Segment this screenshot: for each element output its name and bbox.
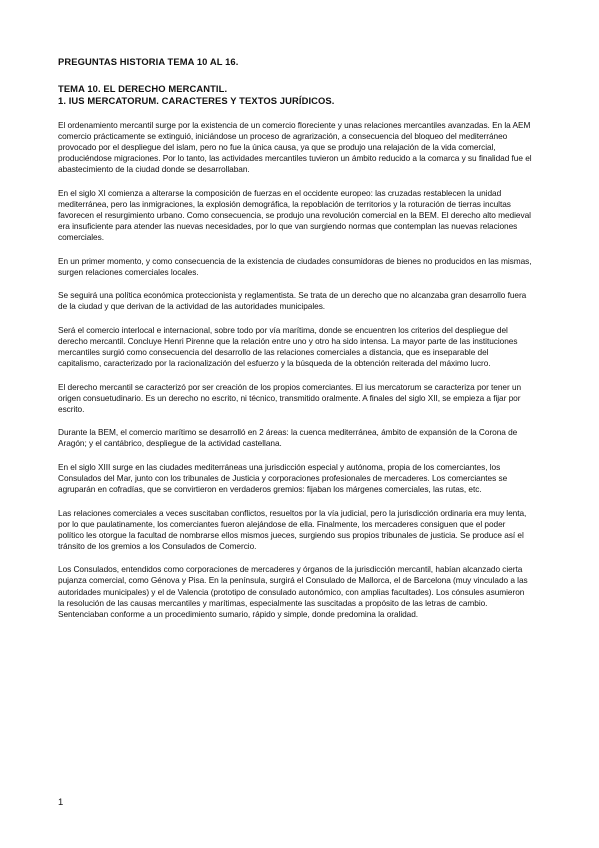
paragraph: Se seguirá una política económica proteccionista y reglamentista. Se trata de un derecho que no alcanzaba gran desarrollo fuera de la ciudad y que derivan de la actividad de las autoridades municipales. xyxy=(58,290,527,312)
page-content xyxy=(58,56,532,632)
paragraph: Será el comercio interlocal e internacional, sobre todo por vía marítima, donde se encuentren los criterios del despliegue del derecho mercantil. Concluye Henri Pirenne que la relación entre uno y otro ha sido intensa. La mayor parte de las instituciones mercantiles surgió como consecuencia del desarrollo de las relaciones comerciales a distancia, que es inseparable del capitalismo, caracterizado por la racionalización del esfuerzo y la búsqueda de la obtención reiterada del máximo lucro. xyxy=(58,324,518,369)
page-number: 1 xyxy=(58,796,64,807)
paragraph: Las relaciones comerciales a veces suscitaban conflictos, resueltos por la vía judicial, pero la jurisdicción ordinaria era muy lenta, por lo que paulatinamente, los comerciantes fueron alejándose de ella. Finalmente, los mercaderes consiguen que el poder político les otorgue la facultad de nombrarse ellos mismos jueces, surgiendo sus propios tribunales de justicia. Se produce así el tránsito de los gremios a los Consulados de Comercio. xyxy=(58,507,527,551)
chapter-heading: TEMA 10. EL DERECHO MERCANTIL. xyxy=(58,83,228,94)
paragraph: Durante la BEM, el comercio marítimo se desarrolló en 2 áreas: la cuenca mediterránea, ámbito de expansión de la Corona de Aragón; y el cantábrico, despliegue de la actividad castellana. xyxy=(58,427,518,449)
document-title: PREGUNTAS HISTORIA TEMA 10 AL 16. xyxy=(58,56,239,67)
paragraph: El ordenamiento mercantil surge por la existencia de un comercio floreciente y unas relaciones mercantiles avanzadas. En la AEM comercio prácticamente se extinguió, iniciándose un proceso de agrarización, a consecuencia del bloqueo del mediterráneo provocado por el despliegue del islam, pero no fue la única causa, ya que se produjo una relajación de la vida comercial, produciéndose migraciones. Por lo tanto, las actividades mercantiles tuvieron un ámbito reducido a la comarca y su finalidad fue el abastecimiento de la ciudad donde se desarrollaban. xyxy=(58,120,532,175)
paragraph: El derecho mercantil se caracterizó por ser creación de los propios comerciantes. El ius mercatorum se caracteriza por tener un origen consuetudinario. Es un derecho no escrito, ni técnico, transmitido oralmente. A finales del siglo XII, se empieza a fijar por escrito. xyxy=(58,381,522,414)
paragraph: En el siglo XI comienza a alterarse la composición de fuerzas en el occidente europeo: las cruzadas restablecen la unidad mediterránea, pero las inmigraciones, la explosión demográfica, la repoblación de territorios y la roturación de tierras incultas favorecen el resurgimiento urbano. Como consecuencia, se produjo una revolución comercial en la BEM. El derecho alto medieval era insuficiente para atender las nuevas necesidades, por lo que van surgiendo normas que contemplan las nuevas relaciones comerciales. xyxy=(58,187,531,243)
paragraph: Los Consulados, entendidos como corporaciones de mercaderes y órganos de la jurisdicción mercantil, habían alcanzado cierta pujanza comercial, como Génova y Pisa. En la península, surgirá el Consulado de Mallorca, el de Barcelona (muy vinculado a las autoridades municipales) y el de Valencia (prototipo de consulado autonómico, con amplias facultades). Los cónsules asumieron la resolución de las causas mercantiles y marítimas, especialmente las suscitadas a propósito de las letras de cambio. Sentenciaban conforme a un procedimiento sumario, rápido y simple, donde predomina la oralidad. xyxy=(58,564,528,619)
section-heading: 1. IUS MERCATORUM. CARACTERES Y TEXTOS JURÍDICOS. xyxy=(58,95,335,106)
paragraph: En el siglo XIII surge en las ciudades mediterráneas una jurisdicción especial y autónoma, propia de los comerciantes, los Consulados del Mar, junto con los tribunales de Justicia y corporaciones profesionales de mercaderes. Los comerciantes se agruparán en cofradías, que se convirtieron en verdaderos gremios: fijaban los márgenes comerciales, las rutas, etc. xyxy=(58,461,508,495)
paragraph: En un primer momento, y como consecuencia de la existencia de ciudades consumidoras de bienes no producidos en las mismas, surgen relaciones comerciales locales. xyxy=(58,255,532,277)
